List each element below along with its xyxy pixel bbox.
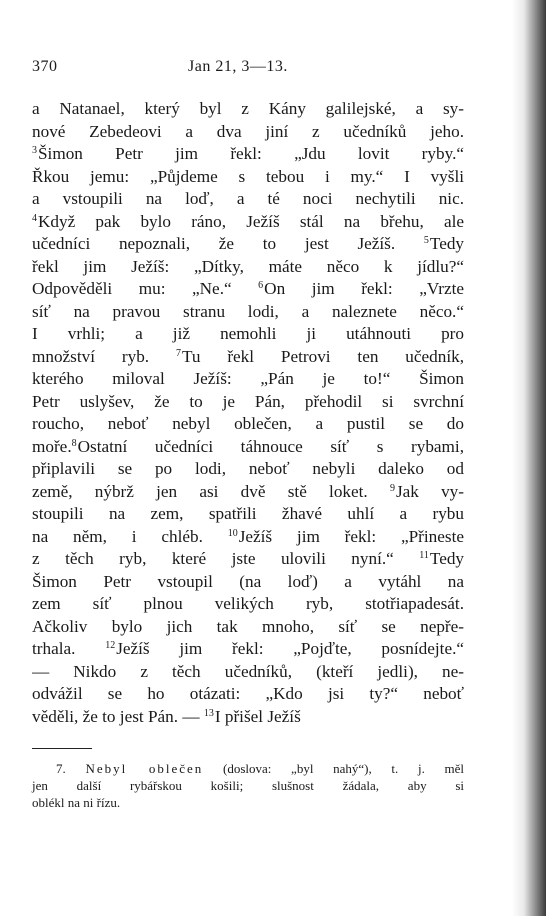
text-span: odvážil se ho otázati: „Kdo jsi ty?“ neboť	[32, 684, 464, 703]
text-span: Tedy	[429, 549, 464, 568]
verse-number: 13	[203, 707, 214, 719]
text-span: země, nýbrž jen asi dvě stě loket.	[32, 481, 368, 501]
text-span: věděli, že to jest Pán. —	[32, 706, 200, 726]
text-span: Tu řekl Petrovi ten učedník,	[181, 346, 464, 366]
text-line	[32, 98, 464, 121]
text-span: Šimon Petr vstoupil (na loď) a vytáhl na	[32, 571, 464, 591]
page-header	[32, 58, 468, 80]
text-line	[32, 458, 464, 481]
text-line	[32, 166, 464, 189]
text-span: roucho, neboť nebyl oblečen, a pustil se do	[32, 414, 464, 433]
text-span: moře.	[32, 436, 72, 456]
footnote-line	[32, 794, 464, 811]
text-line	[32, 256, 464, 279]
text-span: a vstoupili na loď, a té noci nechytili nic.	[32, 189, 464, 208]
text-line	[32, 593, 464, 616]
text-line	[32, 661, 464, 684]
footnote-line	[32, 760, 464, 777]
text-line	[32, 526, 464, 549]
text-line	[32, 391, 464, 414]
text-span: a Natanael, který byl z Kány galilejské, a sy-	[32, 99, 464, 118]
text-span: Tedy	[429, 234, 464, 253]
text-line	[32, 278, 464, 301]
footnote-separator	[32, 748, 92, 749]
text-span: na něm, i chléb.	[32, 526, 203, 546]
text-line	[32, 121, 464, 144]
text-line	[32, 323, 464, 346]
footnote-text: jen další rybářskou košili; slušnost žádala, aby si	[32, 778, 464, 793]
text-span: řekl jim Ježíš: „Dítky, máte něco k jídlu?“	[32, 256, 464, 276]
footnote-number: 7.	[56, 761, 66, 776]
text-line	[32, 211, 464, 234]
text-span: kterého miloval Ježíš: „Pán je to!“ Šimon	[32, 369, 464, 388]
verse-number: 11	[419, 550, 429, 561]
text-span: Ježíš jim řekl: „Pojďte, posnídejte.“	[116, 639, 464, 658]
text-span: On jim řekl: „Vrzte	[264, 279, 464, 298]
footnote-term: Nebyl oblečen	[85, 761, 204, 776]
text-span: trhala.	[32, 639, 76, 658]
verse-number: 12	[105, 640, 116, 651]
text-span: učedníci nepoznali, že to jest Ježíš.	[32, 234, 396, 253]
text-line	[32, 638, 464, 661]
text-span: nové Zebedeovi a dva jiní z učedníků jeho.	[32, 121, 464, 141]
text-line	[32, 503, 464, 526]
text-line	[32, 413, 464, 436]
text-line	[32, 616, 464, 639]
text-span: Když pak bylo ráno, Ježíš stál na břehu, ale	[38, 211, 464, 231]
text-span: Řkou jemu: „Půjdeme s tebou i my.“ I vyšli	[32, 166, 464, 186]
text-span: Ostatní učedníci táhnouce síť s rybami,	[77, 436, 464, 456]
verse-number: 3	[32, 145, 37, 156]
page-number: 370	[32, 58, 58, 75]
verse-number: 7	[175, 347, 181, 359]
text-span: I přišel Ježíš	[214, 706, 301, 726]
text-span: I vrhli; a již nemohli ji utáhnouti pro	[32, 324, 464, 343]
footnote-line	[32, 777, 464, 794]
verse-number: 9	[389, 482, 395, 494]
footnote	[32, 760, 464, 811]
text-line	[32, 188, 464, 211]
text-line	[32, 346, 464, 369]
page-edge-shadow	[512, 0, 546, 916]
text-span: z těch ryb, které jste ulovili nyní.“	[32, 549, 394, 568]
footnote-text: (doslova: „byl nahý“), t. j. měl	[223, 761, 464, 776]
verse-number: 8	[71, 437, 77, 449]
text-span: Odpověděli mu: „Ne.“	[32, 279, 232, 298]
verse-number: 6	[258, 280, 264, 291]
text-line	[32, 143, 464, 166]
text-line	[32, 571, 464, 594]
text-line	[32, 683, 464, 706]
text-line	[32, 233, 464, 256]
text-span: Petr uslyšev, že to je Pán, přehodil si svrchní	[32, 391, 464, 411]
text-span: zem síť plnou velikých ryb, stotřiapadesát.	[32, 594, 464, 613]
text-line	[32, 481, 464, 504]
footnote-text: oblékl na ni řízu.	[32, 795, 121, 810]
text-span: Ačkoliv bylo jich tak mnoho, síť se nepře-	[32, 616, 464, 636]
verse-number: 5	[423, 235, 429, 246]
text-span: Šimon Petr jim řekl: „Jdu lovit ryby.“	[38, 144, 464, 163]
verse-number: 10	[227, 527, 238, 539]
running-head: Jan 21, 3—13.	[188, 58, 288, 75]
text-span: síť na pravou stranu lodi, a naleznete něco.“	[32, 301, 464, 321]
text-span: Ježíš jim řekl: „Přineste	[238, 526, 464, 546]
text-span: množství ryb.	[32, 346, 150, 366]
text-span: připlavili se po lodi, neboť nebyli daleko od	[32, 459, 464, 478]
text-line	[32, 368, 464, 391]
text-line	[32, 301, 464, 324]
text-span: Jak vy-	[395, 481, 464, 501]
text-line	[32, 548, 464, 571]
text-line	[32, 706, 464, 729]
scripture-text	[32, 98, 464, 728]
text-span: — Nikdo z těch učedníků, (kteří jedli), ne-	[32, 661, 464, 681]
text-line	[32, 436, 464, 459]
verse-number: 4	[32, 212, 37, 224]
text-span: stoupili na zem, spatřili žhavé uhlí a rybu	[32, 504, 464, 523]
